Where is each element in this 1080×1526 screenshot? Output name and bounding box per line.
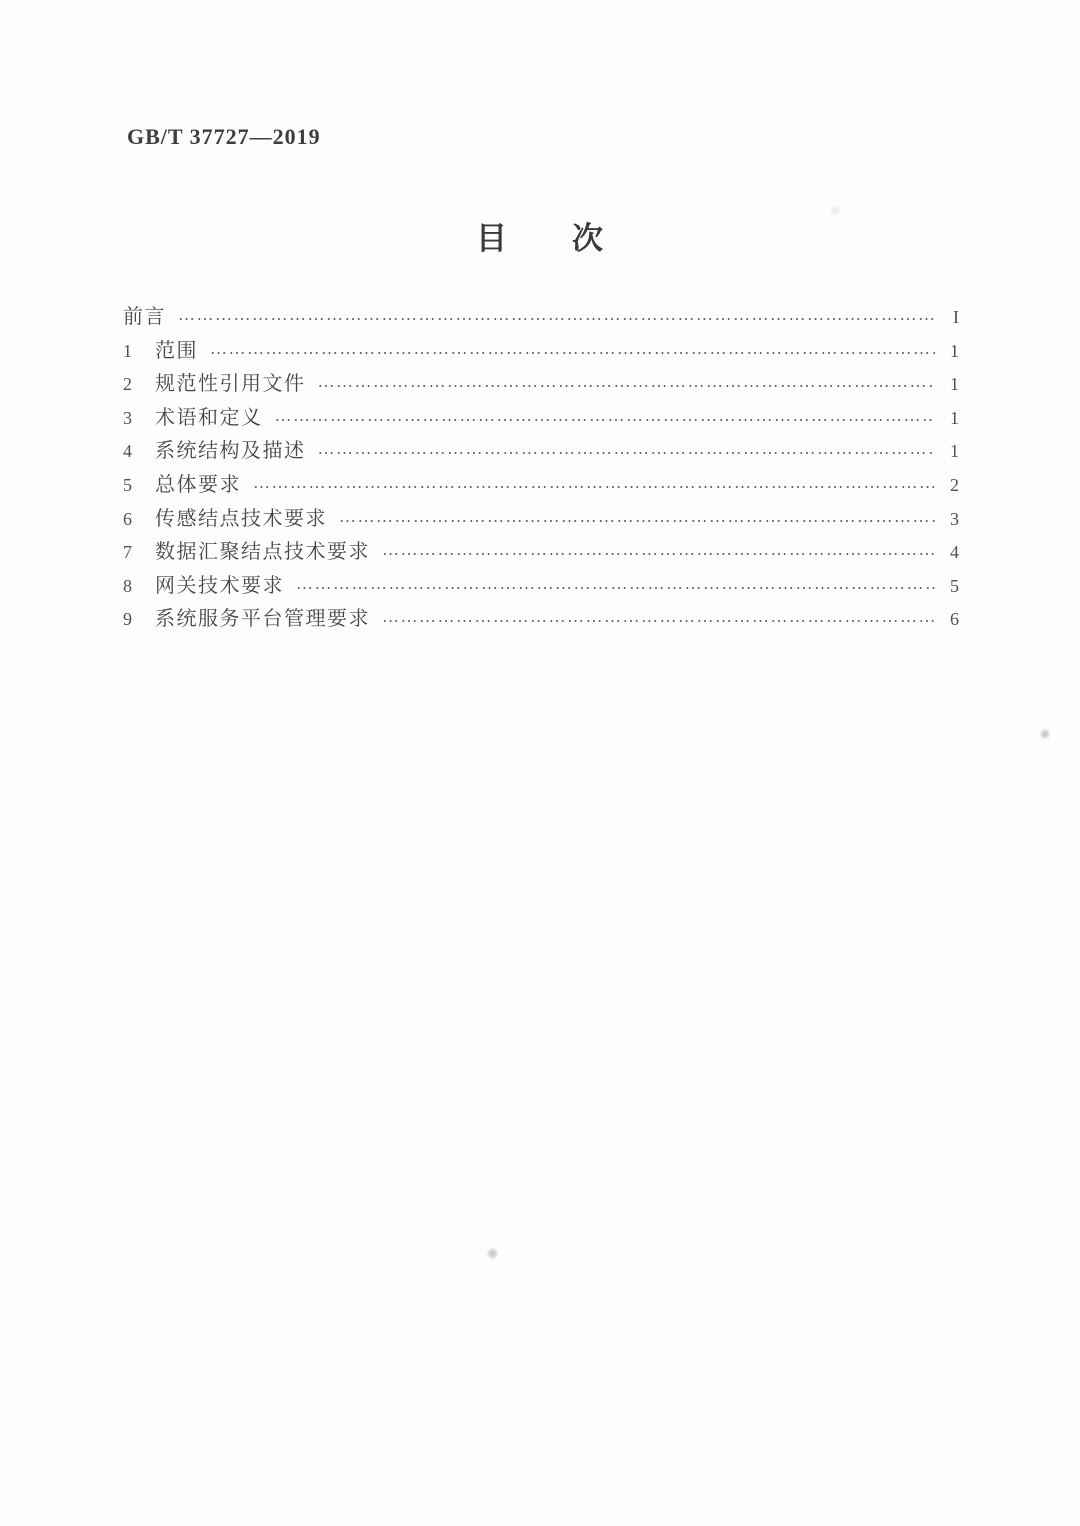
toc-entry-row [123, 435, 959, 469]
toc-list [0, 301, 1080, 637]
toc-entry-page-number: 2 [950, 474, 959, 495]
toc-dotted-leader [275, 399, 936, 433]
toc-entry-page-number: 1 [950, 407, 959, 428]
toc-entry-row [123, 335, 959, 369]
toc-entry-label: 总体要求 [155, 473, 241, 496]
toc-entry-page-number: 5 [950, 575, 959, 596]
toc-entry-number: 1 [123, 340, 132, 361]
toc-entry-row [123, 301, 959, 335]
scan-speck [488, 1249, 497, 1258]
toc-entry-number: 6 [123, 508, 132, 529]
toc-entry-number: 9 [123, 609, 132, 630]
toc-entry-page-number: 1 [950, 374, 959, 395]
toc-dotted-leader [253, 466, 935, 500]
toc-entry-page-number: 4 [950, 542, 959, 563]
toc-dotted-leader [178, 298, 935, 332]
toc-entry-label: 范围 [155, 339, 198, 362]
toc-entry-page-number: 1 [950, 441, 959, 462]
toc-entry-row [123, 570, 959, 604]
toc-entry-number: 7 [123, 542, 132, 563]
toc-entry-row [123, 368, 959, 402]
toc-entry-page-number: I [953, 307, 959, 327]
toc-entry-number: 5 [123, 474, 132, 495]
toc-dotted-leader [318, 365, 936, 399]
standard-number-header: GB/T 37727—2019 [127, 124, 321, 149]
toc-entry-row [123, 536, 959, 570]
toc-entry-number: 8 [123, 575, 132, 596]
toc-entry-row [123, 469, 959, 503]
toc-entry-page-number: 1 [950, 340, 959, 361]
toc-dotted-leader [339, 500, 935, 534]
toc-entry-label: 术语和定义 [155, 406, 263, 429]
toc-entry-label: 系统结构及描述 [155, 440, 306, 463]
toc-entry-page-number: 3 [950, 508, 959, 529]
toc-dotted-leader [382, 533, 935, 567]
toc-entry-row [123, 603, 959, 637]
toc-dotted-leader [318, 432, 936, 466]
page-title: 目 次 [476, 221, 604, 256]
toc-entry-row [123, 402, 959, 436]
toc-entry-label: 系统服务平台管理要求 [155, 608, 370, 631]
toc-entry-label: 传感结点技术要求 [155, 507, 327, 530]
toc-dotted-leader [296, 567, 935, 601]
toc-entry-row [123, 503, 959, 537]
toc-entry-label: 前言 [123, 306, 166, 328]
toc-entry-number: 2 [123, 374, 132, 395]
toc-entry-page-number: 6 [950, 609, 959, 630]
toc-entry-label: 网关技术要求 [155, 574, 284, 597]
toc-entry-number: 3 [123, 407, 132, 428]
toc-dotted-leader [210, 332, 935, 366]
scan-speck [1041, 730, 1049, 738]
toc-entry-label: 数据汇聚结点技术要求 [155, 541, 370, 564]
toc-dotted-leader [382, 600, 935, 634]
toc-entry-number: 4 [123, 441, 132, 462]
toc-entry-label: 规范性引用文件 [155, 373, 306, 396]
